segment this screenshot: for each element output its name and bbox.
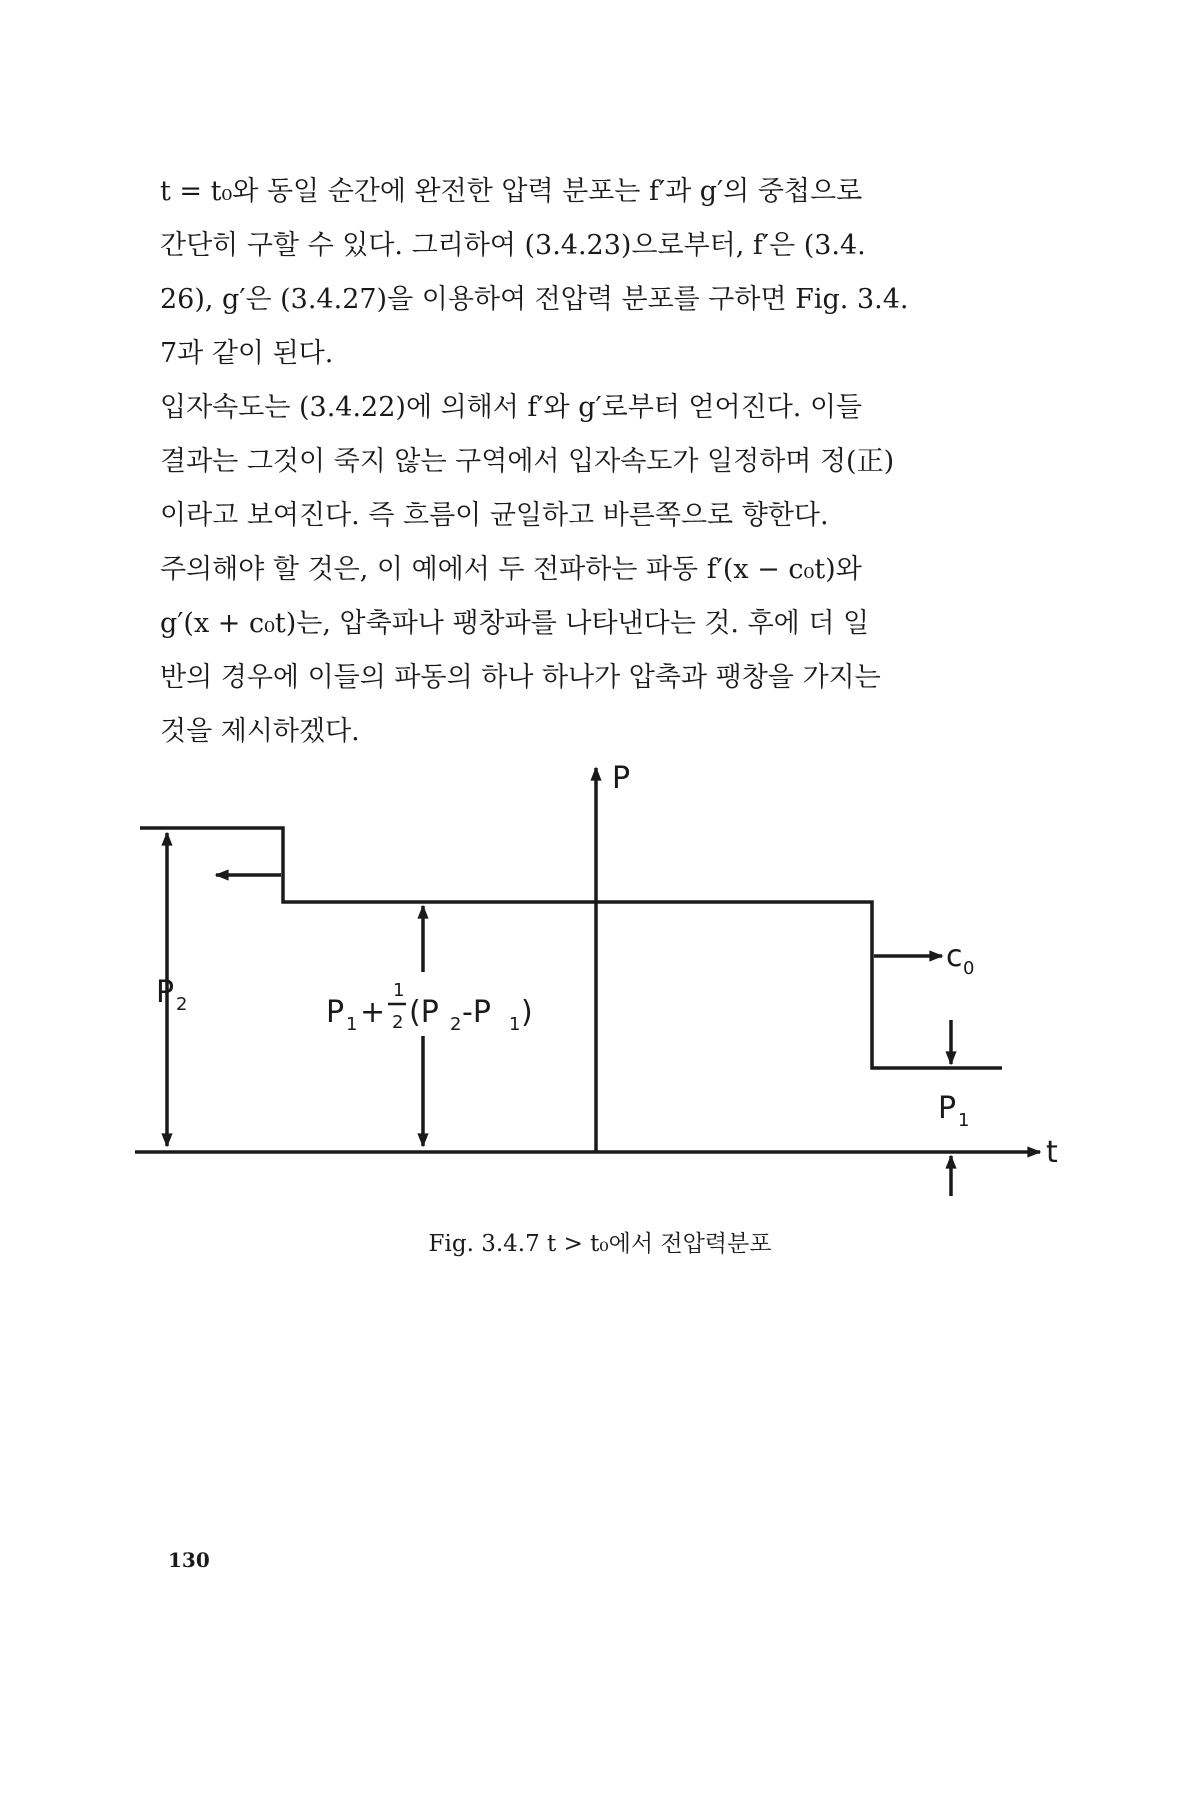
p1-label — [938, 1091, 969, 1131]
figure-caption: Fig. 3.4.7 t > t₀에서 전압력분포 — [428, 1231, 772, 1257]
mid-level-label — [322, 972, 550, 1036]
c0-label — [946, 939, 974, 979]
text-line: 간단히 구할 수 있다. 그리하여 (3.4.23)으로부터, f′은 (3.4. — [160, 230, 866, 261]
p-axis-label — [612, 761, 630, 796]
text-line: g′(x + c₀t)는, 압축파나 팽창파를 나타낸다는 것. 후에 더 일 — [160, 608, 870, 639]
paragraph-2 — [160, 381, 1040, 543]
svg-text:2: 2 — [450, 1014, 462, 1035]
svg-text:t: t — [1046, 1135, 1058, 1170]
text-line: t = t₀와 동일 순간에 완전한 압력 분포는 f′과 g′의 중첩으로 — [160, 176, 863, 207]
text-line: 7과 같이 된다. — [160, 338, 334, 369]
svg-text:P: P — [156, 975, 175, 1010]
svg-text:1: 1 — [958, 1110, 970, 1131]
paragraph-1 — [160, 165, 1040, 381]
t-axis-label — [1046, 1135, 1058, 1170]
text-line: 이라고 보여진다. 즉 흐름이 균일하고 바른쪽으로 향한다. — [160, 500, 829, 531]
svg-text:2: 2 — [176, 994, 188, 1015]
text-line: 주의해야 할 것은, 이 예에서 두 전파하는 파동 f′(x − c₀t)와 — [160, 554, 862, 585]
svg-text:-P: -P — [462, 995, 491, 1030]
svg-text:2: 2 — [392, 1012, 404, 1033]
svg-text:0: 0 — [963, 958, 975, 979]
text-line: 입자속도는 (3.4.22)에 의해서 f′와 g′로부터 얻어진다. 이들 — [160, 392, 863, 423]
svg-text:1: 1 — [393, 980, 405, 1001]
svg-text:1: 1 — [509, 1014, 521, 1035]
text-line: 26), g′은 (3.4.27)을 이용하여 전압력 분포를 구하면 Fig. 3.4. — [160, 284, 909, 315]
svg-text:): ) — [521, 995, 533, 1030]
page-number: 130 — [168, 1548, 210, 1572]
svg-text:P: P — [326, 995, 345, 1030]
svg-text:P: P — [612, 761, 631, 796]
paragraph-3 — [160, 543, 1040, 759]
text-line: 결과는 그것이 죽지 않는 구역에서 입자속도가 일정하며 정(正) — [160, 446, 895, 477]
svg-text:(P: (P — [409, 995, 439, 1030]
text-line: 것을 제시하겠다. — [160, 716, 360, 747]
pressure-profile — [140, 828, 1002, 1068]
svg-text:P: P — [938, 1091, 957, 1126]
svg-text:c: c — [946, 939, 963, 974]
svg-text:1: 1 — [346, 1014, 358, 1035]
pressure-distribution-figure — [0, 740, 1200, 1220]
svg-text:+: + — [360, 995, 386, 1030]
text-line: 반의 경우에 이들의 파동의 하나 하나가 압축과 팽창을 가지는 — [160, 662, 881, 693]
p2-label — [156, 975, 187, 1015]
